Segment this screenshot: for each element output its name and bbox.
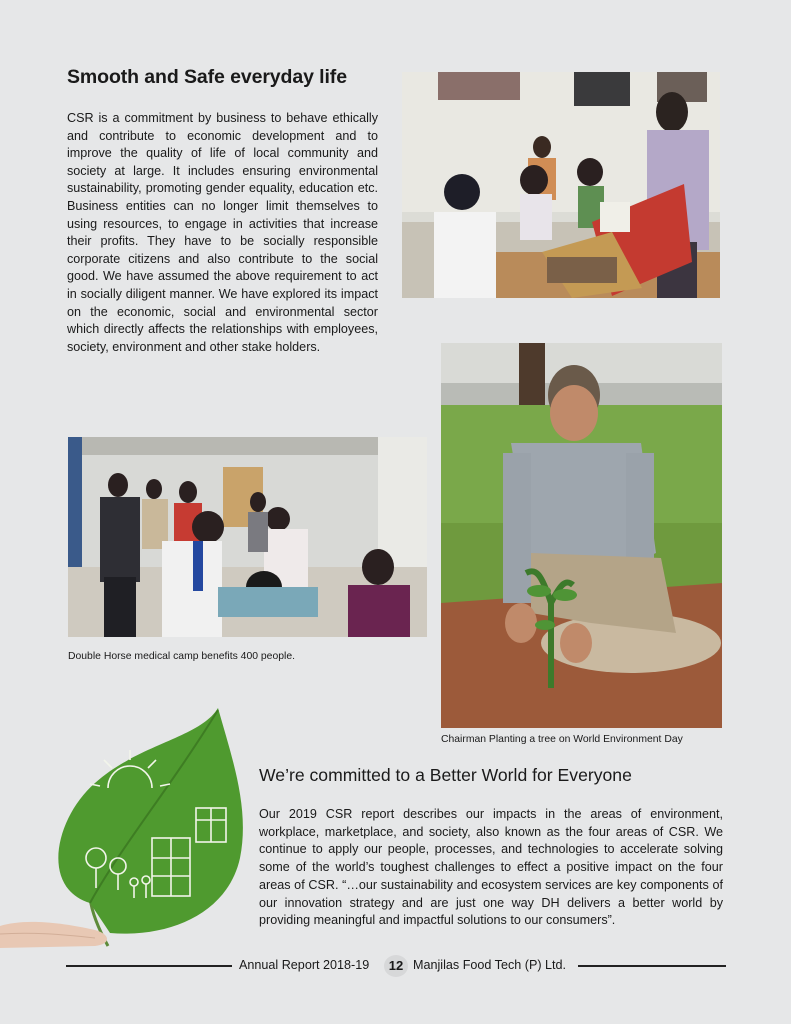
leaf-illustration: [0, 698, 258, 950]
page-number: 12: [384, 955, 408, 977]
section-heading-smooth-safe: Smooth and Safe everyday life: [67, 66, 347, 88]
medical-camp-photo: [68, 437, 427, 637]
footer-company-name: Manjilas Food Tech (P) Ltd.: [413, 958, 567, 972]
page-footer: [66, 955, 726, 977]
footer-rule-left: [66, 965, 232, 967]
csr-intro-paragraph: CSR is a commitment by business to behave ethically and contribute to economic development and to improve the quality of life of local community and society at large. It includes ensuring environmental sustainability, promoting gender equality, education etc. Business entities can no longer limit themselves to using resources, to engage in activities that increase their profits. They have to be socially responsible corporate citizens and also contribute to the social good. We have assumed the above requirement to act in socially diligent manner. We have explored its impact on the economic, social and environmental sector which directly affects the relationships with employees, society, environment and other stake holders.: [67, 111, 378, 354]
eye-test-photo: [402, 72, 720, 298]
footer-report-title: Annual Report 2018-19: [239, 958, 370, 972]
section-heading-better-world: We’re committed to a Better World for Everyone: [259, 765, 632, 785]
tree-planting-photo: [441, 343, 722, 728]
medical-camp-caption: Double Horse medical camp benefits 400 people.: [68, 651, 295, 662]
csr-report-paragraph: Our 2019 CSR report describes our impacts in the areas of environment, workplace, marketplace, and society, also known as the four areas of CSR. We continue to apply our people, processes, and technologies to accelerate solving some of the world’s toughest challenges to effect a positive impact on the four areas of CSR. “…our sustainability and ecosystem services are key components of our innovation strategy and are just one way DH delivers a better world by providing meaningful and impactful solutions to our consumers”.: [259, 807, 723, 928]
tree-planting-caption: Chairman Planting a tree on World Environment Day: [441, 734, 683, 745]
footer-rule-right: [578, 965, 726, 967]
